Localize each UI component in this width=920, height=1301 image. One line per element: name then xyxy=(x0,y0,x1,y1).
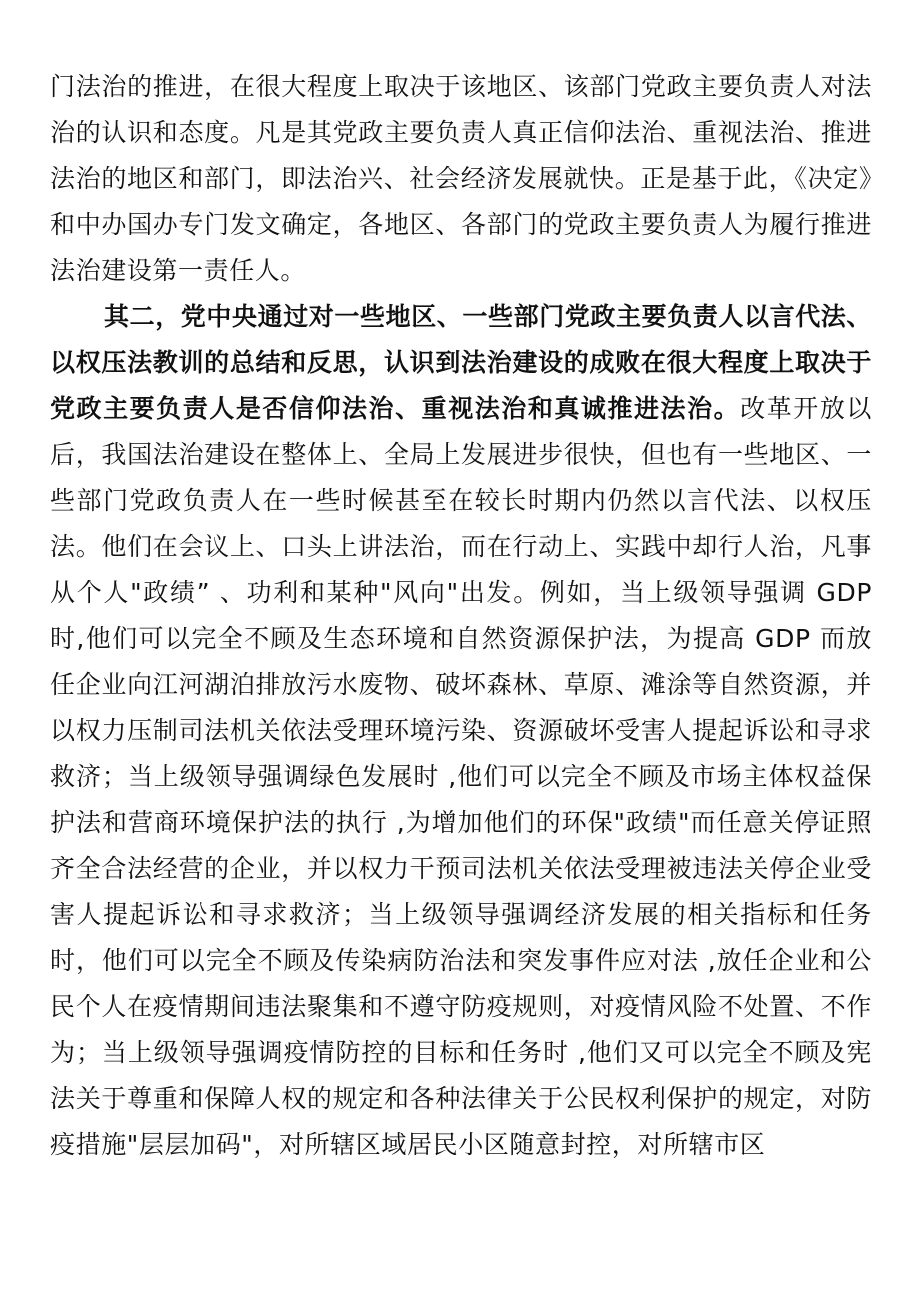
body-text xyxy=(50,64,872,1168)
paragraph-text: 门法治的推进，在很大程度上取决于该地区、该部门党政主要负责人对法治的认识和态度。凡是其党政主要负责人真正信仰法治、重视法治、推进法治的地区和部门，即法治兴、社会经济发展就快。正是基于此，《决定》和中办国办专门发文确定，各地区、各部门的党政主要负责人为履行推进法治建设第一责任人。 xyxy=(50,72,872,285)
paragraph-second-point xyxy=(50,294,872,1168)
paragraph-text: 改革开放以后，我国法治建设在整体上、全局上发展进步很快，但也有一些地区、一些部门党政负责人在一些时候甚至在较长时期内仍然以言代法、以权压法。他们在会议上、口头上讲法治，而在行动上、实践中却行人治，凡事从个人"政绩” 、功利和某种"风向"出发。例如，当上级领导强调 GDP 时,他们可以完全不顾及生态环境和自然资源保护法，为提高 GDP 而放任企业向江河湖泊排放污水废物、破坏森林、草原、滩涂等自然资源，并以权力压制司法机关依法受理环境污染、资源破坏受害人提起诉讼和寻求救济；当上级领导强调绿色发展时 ,他们可以完全不顾及市场主体权益保护法和营商环境保护法的执行 ,为增加他们的环保"政绩"而任意关停证照齐全合法经营的企业，并以权力干预司法机关依法受理被违法关停企业受害人提起诉讼和寻求救济；当上级领导强调经济发展的相关指标和任务时，他们可以完全不顾及传染病防治法和突发事件应对法 ,放任企业和公民个人在疫情期间违法聚集和不遵守防疫规则，对疫情风险不处置、不作为；当上级领导强调疫情防控的目标和任务时 ,他们又可以完全不顾及宪法关于尊重和保障人权的规定和各种法律关于公民权利保护的规定，对防疫措施"层层加码"，对所辖区域居民小区随意封控，对所辖市区 xyxy=(50,394,872,1159)
paragraph-lead-sentence: 其二，党中央通过对一些地区、一些部门党政主要负责人以言代法、以权压法教训的总结和反思，认识到法治建设的成败在很大程度上取决于党政主要负责人是否信仰法治、重视法治和真诚推进法治。 xyxy=(50,302,873,423)
paragraph-continued xyxy=(50,64,872,294)
